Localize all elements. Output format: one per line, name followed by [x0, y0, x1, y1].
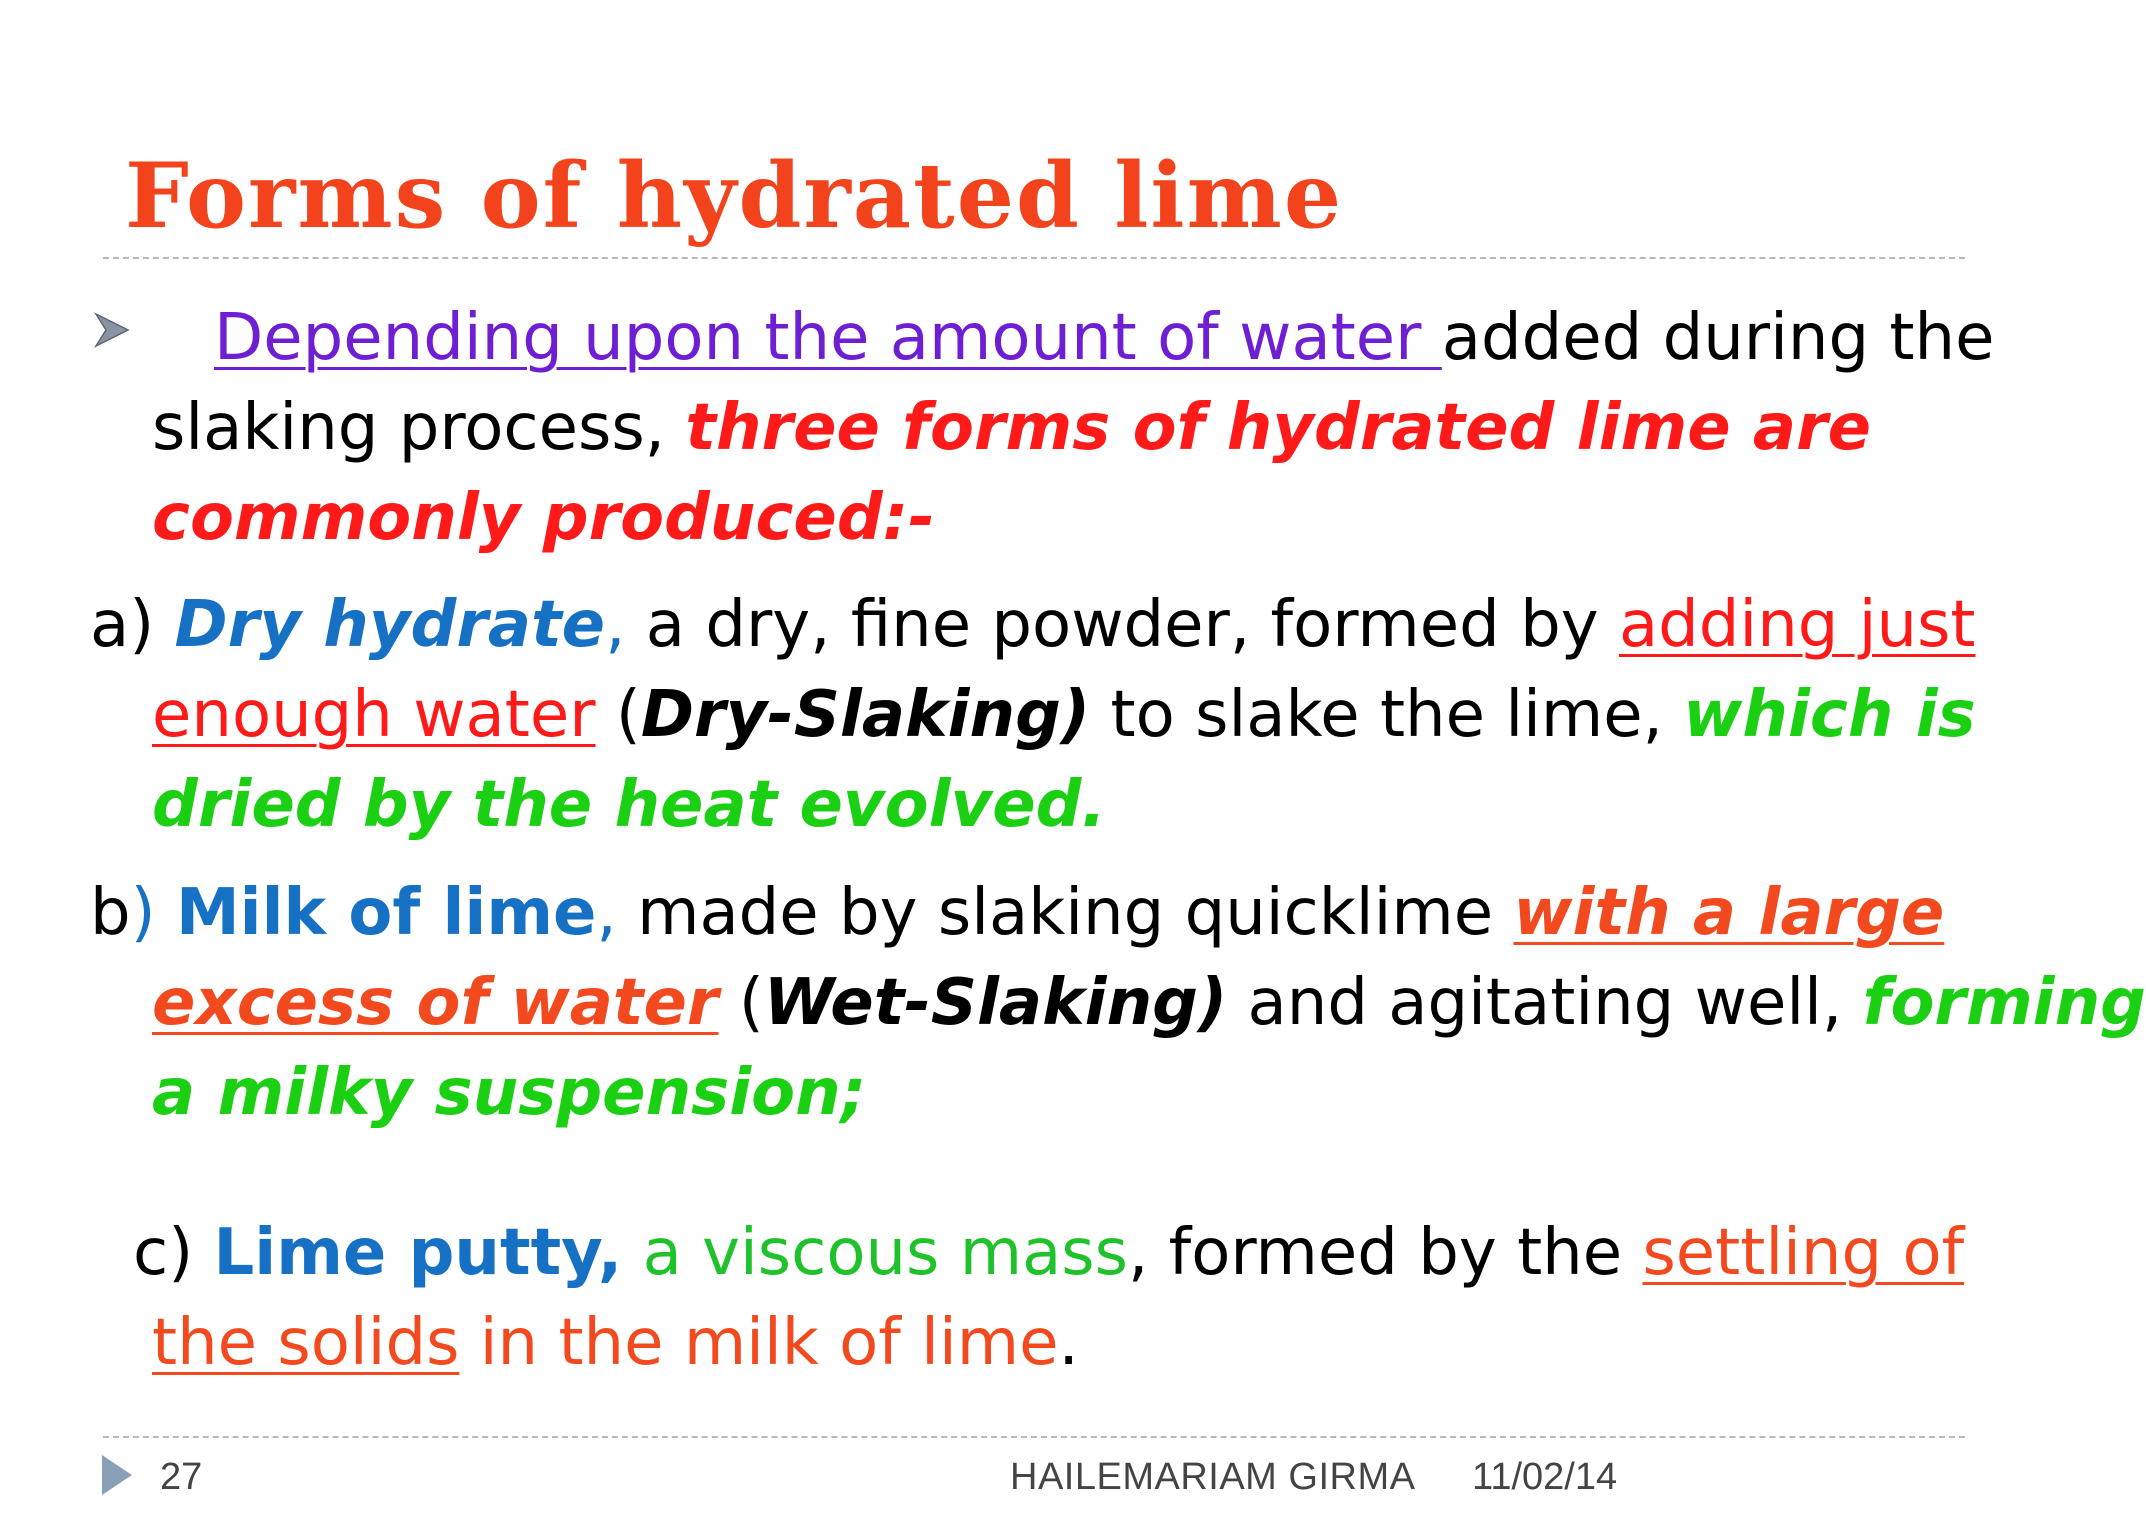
item-b-text-1: made by slaking quicklime — [616, 876, 1514, 950]
item-a-underline-2: enough water — [152, 678, 596, 752]
item-a-text-2: to slake the lime, — [1090, 678, 1684, 752]
item-b-underline-2: excess of water — [152, 966, 719, 1040]
item-b-marker: b — [90, 876, 131, 950]
item-c-line-2 — [133, 1298, 1933, 1388]
item-b-green-1: forming — [1862, 966, 2146, 1040]
item-c-term: Lime putty, — [213, 1216, 623, 1290]
item-a-marker: a) — [90, 588, 175, 662]
item-a-paragraph — [90, 580, 1976, 850]
top-divider — [103, 257, 1965, 259]
item-b-term: Milk of lime — [175, 876, 597, 950]
intro-line-3 — [152, 473, 1952, 563]
item-c-orange-text: in the milk of lime — [459, 1306, 1059, 1380]
item-c-marker: c) — [133, 1216, 214, 1290]
item-b-paragraph — [90, 868, 2146, 1138]
item-a-green-2: dried by the heat evolved. — [152, 768, 1106, 842]
item-a-text-1: a dry, fine powder, formed by — [625, 588, 1619, 662]
item-b-line-2 — [90, 958, 2146, 1048]
item-b-underline-1: with a large — [1513, 876, 1945, 950]
item-a-method: Dry-Slaking) — [640, 678, 1091, 752]
item-b-text-2: and agitating well, — [1227, 966, 1863, 1040]
intro-paragraph — [152, 293, 1995, 563]
bottom-divider — [103, 1436, 1965, 1438]
arrow-bullet-icon — [92, 310, 132, 350]
item-c-underline-2: the solids — [152, 1306, 460, 1380]
triangle-play-icon — [100, 1453, 134, 1497]
intro-text-1: added during the — [1441, 301, 1995, 375]
item-a-line-3 — [90, 760, 1940, 850]
page-number: 27 — [160, 1456, 203, 1498]
footer-date: 11/02/14 — [1472, 1456, 1618, 1498]
item-c-text-1: , formed by the — [1127, 1216, 1643, 1290]
intro-link-text: Depending upon the amount of water — [214, 301, 1442, 375]
intro-text-2: slaking process, — [152, 391, 686, 465]
item-a-paren-open: ( — [595, 678, 641, 752]
item-a-green-1: which is — [1683, 678, 1976, 752]
item-c-paragraph — [133, 1208, 1965, 1388]
item-b-paren-open: ( — [718, 966, 764, 1040]
intro-line-2 — [152, 383, 1952, 473]
item-c-period: . — [1058, 1306, 1079, 1380]
item-a-line-1 — [90, 580, 1976, 670]
footer-author: HAILEMARIAM GIRMA — [1010, 1456, 1416, 1498]
intro-emphasis-2: commonly produced:- — [152, 481, 935, 555]
item-c-underline-1: settling of — [1642, 1216, 1965, 1290]
slide-title: Forms of hydrated lime — [125, 143, 1344, 249]
intro-emphasis-1: three forms of hydrated lime are — [685, 391, 1872, 465]
item-a-term: Dry hydrate — [174, 588, 606, 662]
item-b-method: Wet-Slaking) — [763, 966, 1228, 1040]
item-b-green-2: a milky suspension; — [152, 1056, 867, 1130]
item-c-green-text: a viscous mass — [622, 1216, 1128, 1290]
item-b-line-1 — [90, 868, 1970, 958]
item-b-marker-paren: ) — [130, 876, 176, 950]
item-c-line-1 — [133, 1208, 1965, 1298]
item-a-underline-1: adding just — [1618, 588, 1976, 662]
item-a-line-2 — [90, 670, 1976, 760]
item-b-line-3 — [90, 1048, 1970, 1138]
item-a-comma: , — [605, 588, 626, 662]
item-b-comma: , — [596, 876, 617, 950]
intro-line-1 — [152, 293, 1995, 383]
